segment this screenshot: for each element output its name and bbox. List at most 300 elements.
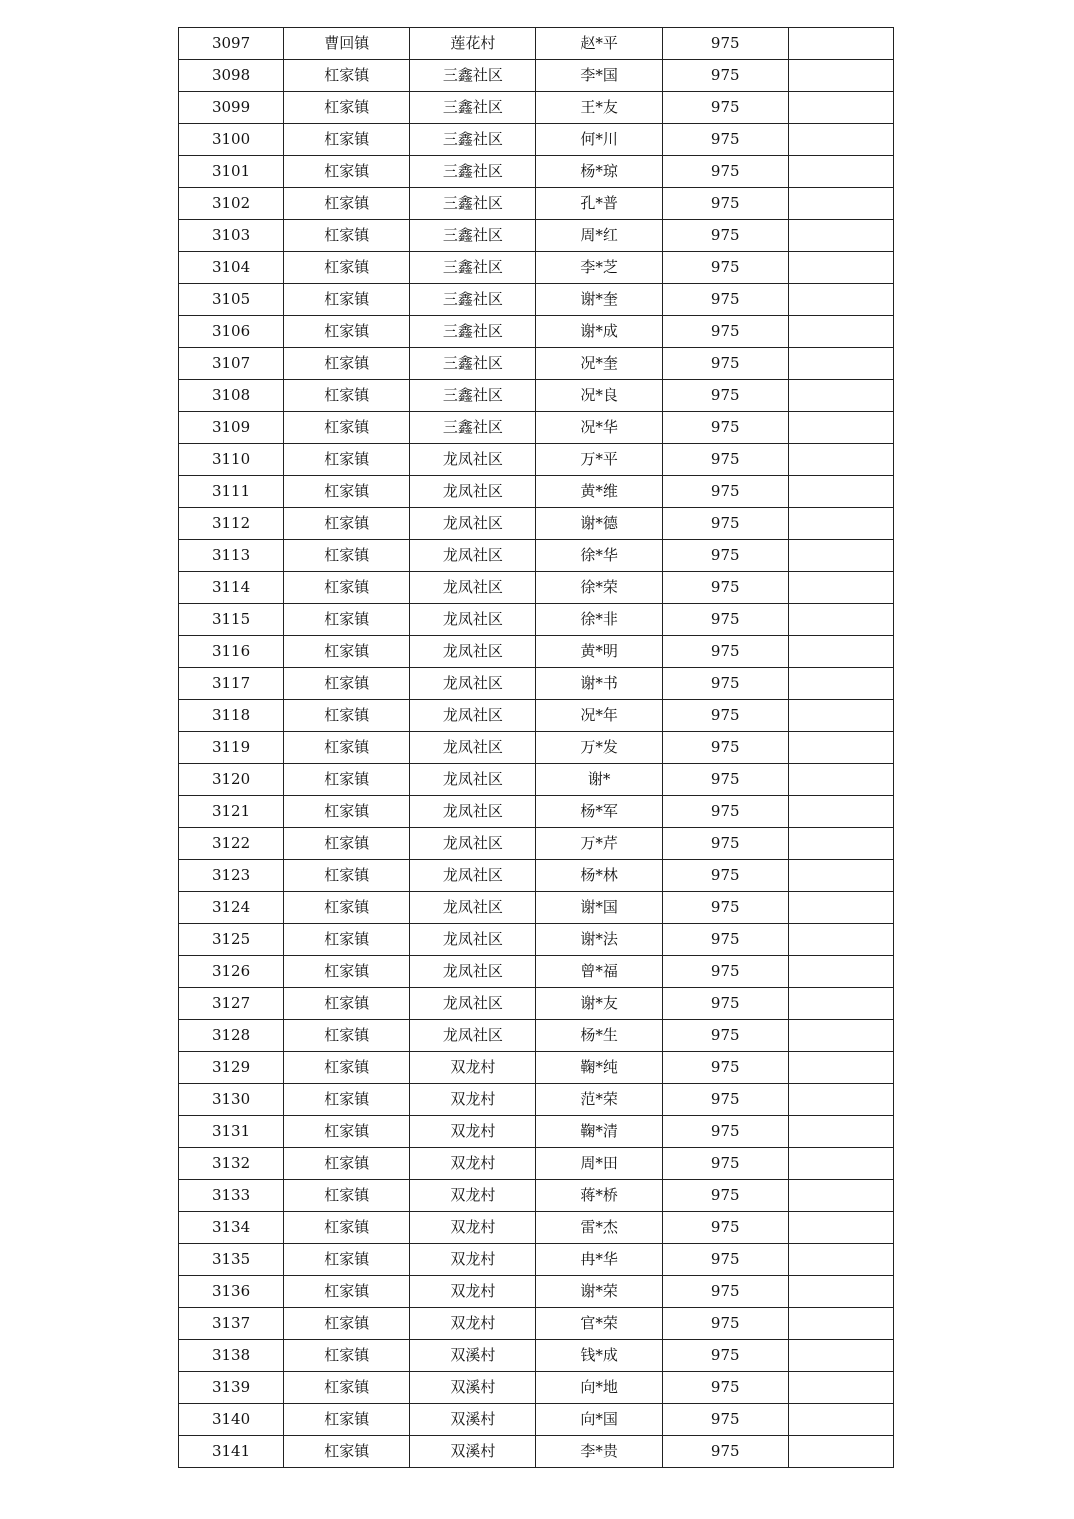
town-cell: 杠家镇 [284, 348, 410, 380]
village-cell: 双溪村 [410, 1404, 536, 1436]
town-cell: 杠家镇 [284, 1148, 410, 1180]
village-cell: 三鑫社区 [410, 284, 536, 316]
amount-cell: 975 [662, 380, 788, 412]
serial-number-cell: 3117 [179, 668, 284, 700]
person-name-cell: 鞠*纯 [536, 1052, 662, 1084]
note-cell [788, 540, 893, 572]
village-cell: 双龙村 [410, 1276, 536, 1308]
amount-cell: 975 [662, 540, 788, 572]
person-name-cell: 谢*书 [536, 668, 662, 700]
table-row [179, 1212, 894, 1244]
note-cell [788, 284, 893, 316]
note-cell [788, 956, 893, 988]
person-name-cell: 谢*荣 [536, 1276, 662, 1308]
town-cell: 杠家镇 [284, 444, 410, 476]
serial-number-cell: 3107 [179, 348, 284, 380]
village-cell: 三鑫社区 [410, 188, 536, 220]
table-row [179, 732, 894, 764]
amount-cell: 975 [662, 1436, 788, 1468]
table-row [179, 828, 894, 860]
note-cell [788, 1020, 893, 1052]
village-cell: 莲花村 [410, 28, 536, 60]
person-name-cell: 向*国 [536, 1404, 662, 1436]
serial-number-cell: 3127 [179, 988, 284, 1020]
serial-number-cell: 3099 [179, 92, 284, 124]
serial-number-cell: 3108 [179, 380, 284, 412]
person-name-cell: 徐*非 [536, 604, 662, 636]
note-cell [788, 92, 893, 124]
table-row [179, 1084, 894, 1116]
person-name-cell: 谢*德 [536, 508, 662, 540]
village-cell: 三鑫社区 [410, 124, 536, 156]
village-cell: 龙凤社区 [410, 892, 536, 924]
table-row [179, 892, 894, 924]
amount-cell: 975 [662, 252, 788, 284]
table-row [179, 348, 894, 380]
table-row [179, 764, 894, 796]
town-cell: 杠家镇 [284, 188, 410, 220]
table-row [179, 316, 894, 348]
person-name-cell: 谢*国 [536, 892, 662, 924]
serial-number-cell: 3098 [179, 60, 284, 92]
person-name-cell: 谢*奎 [536, 284, 662, 316]
note-cell [788, 1148, 893, 1180]
person-name-cell: 周*田 [536, 1148, 662, 1180]
serial-number-cell: 3100 [179, 124, 284, 156]
table-row [179, 188, 894, 220]
serial-number-cell: 3105 [179, 284, 284, 316]
amount-cell: 975 [662, 28, 788, 60]
serial-number-cell: 3111 [179, 476, 284, 508]
person-name-cell: 钱*成 [536, 1340, 662, 1372]
person-name-cell: 杨*林 [536, 860, 662, 892]
note-cell [788, 476, 893, 508]
village-cell: 三鑫社区 [410, 348, 536, 380]
table-row [179, 1020, 894, 1052]
person-name-cell: 孔*普 [536, 188, 662, 220]
serial-number-cell: 3116 [179, 636, 284, 668]
table-row [179, 284, 894, 316]
serial-number-cell: 3112 [179, 508, 284, 540]
serial-number-cell: 3115 [179, 604, 284, 636]
town-cell: 杠家镇 [284, 1084, 410, 1116]
person-name-cell: 冉*华 [536, 1244, 662, 1276]
amount-cell: 975 [662, 1212, 788, 1244]
note-cell [788, 412, 893, 444]
table-row [179, 252, 894, 284]
person-name-cell: 徐*荣 [536, 572, 662, 604]
note-cell [788, 1340, 893, 1372]
town-cell: 杠家镇 [284, 1404, 410, 1436]
serial-number-cell: 3122 [179, 828, 284, 860]
amount-cell: 975 [662, 700, 788, 732]
village-cell: 龙凤社区 [410, 604, 536, 636]
note-cell [788, 668, 893, 700]
amount-cell: 975 [662, 156, 788, 188]
amount-cell: 975 [662, 860, 788, 892]
person-name-cell: 况*良 [536, 380, 662, 412]
village-cell: 龙凤社区 [410, 764, 536, 796]
amount-cell: 975 [662, 1148, 788, 1180]
note-cell [788, 380, 893, 412]
table-row [179, 956, 894, 988]
amount-cell: 975 [662, 668, 788, 700]
amount-cell: 975 [662, 1244, 788, 1276]
amount-cell: 975 [662, 572, 788, 604]
village-cell: 三鑫社区 [410, 60, 536, 92]
serial-number-cell: 3130 [179, 1084, 284, 1116]
beneficiary-table [178, 27, 894, 1468]
town-cell: 杠家镇 [284, 892, 410, 924]
serial-number-cell: 3104 [179, 252, 284, 284]
person-name-cell: 李*芝 [536, 252, 662, 284]
town-cell: 杠家镇 [284, 92, 410, 124]
village-cell: 龙凤社区 [410, 732, 536, 764]
note-cell [788, 1052, 893, 1084]
village-cell: 双龙村 [410, 1084, 536, 1116]
village-cell: 龙凤社区 [410, 796, 536, 828]
table-row [179, 1052, 894, 1084]
table-row [179, 1308, 894, 1340]
serial-number-cell: 3101 [179, 156, 284, 188]
table-row [179, 572, 894, 604]
note-cell [788, 796, 893, 828]
town-cell: 杠家镇 [284, 1180, 410, 1212]
note-cell [788, 60, 893, 92]
person-name-cell: 赵*平 [536, 28, 662, 60]
serial-number-cell: 3110 [179, 444, 284, 476]
table-row [179, 668, 894, 700]
town-cell: 杠家镇 [284, 412, 410, 444]
person-name-cell: 李*国 [536, 60, 662, 92]
note-cell [788, 1404, 893, 1436]
village-cell: 龙凤社区 [410, 924, 536, 956]
town-cell: 杠家镇 [284, 636, 410, 668]
serial-number-cell: 3118 [179, 700, 284, 732]
table-row [179, 988, 894, 1020]
serial-number-cell: 3097 [179, 28, 284, 60]
note-cell [788, 1372, 893, 1404]
amount-cell: 975 [662, 1372, 788, 1404]
table-row [179, 540, 894, 572]
amount-cell: 975 [662, 956, 788, 988]
serial-number-cell: 3128 [179, 1020, 284, 1052]
town-cell: 杠家镇 [284, 668, 410, 700]
person-name-cell: 万*发 [536, 732, 662, 764]
town-cell: 杠家镇 [284, 1020, 410, 1052]
person-name-cell: 鞠*清 [536, 1116, 662, 1148]
town-cell: 杠家镇 [284, 796, 410, 828]
table-row [179, 1244, 894, 1276]
person-name-cell: 雷*杰 [536, 1212, 662, 1244]
amount-cell: 975 [662, 636, 788, 668]
serial-number-cell: 3123 [179, 860, 284, 892]
town-cell: 杠家镇 [284, 1372, 410, 1404]
person-name-cell: 范*荣 [536, 1084, 662, 1116]
amount-cell: 975 [662, 892, 788, 924]
amount-cell: 975 [662, 316, 788, 348]
table-row [179, 1404, 894, 1436]
town-cell: 杠家镇 [284, 540, 410, 572]
table-row [179, 700, 894, 732]
amount-cell: 975 [662, 92, 788, 124]
town-cell: 杠家镇 [284, 508, 410, 540]
village-cell: 三鑫社区 [410, 92, 536, 124]
table-row [179, 156, 894, 188]
amount-cell: 975 [662, 796, 788, 828]
note-cell [788, 348, 893, 380]
note-cell [788, 636, 893, 668]
note-cell [788, 604, 893, 636]
table-row [179, 1180, 894, 1212]
person-name-cell: 官*荣 [536, 1308, 662, 1340]
village-cell: 龙凤社区 [410, 540, 536, 572]
note-cell [788, 28, 893, 60]
serial-number-cell: 3132 [179, 1148, 284, 1180]
village-cell: 龙凤社区 [410, 1020, 536, 1052]
note-cell [788, 220, 893, 252]
amount-cell: 975 [662, 1116, 788, 1148]
amount-cell: 975 [662, 412, 788, 444]
amount-cell: 975 [662, 508, 788, 540]
town-cell: 杠家镇 [284, 988, 410, 1020]
town-cell: 杠家镇 [284, 1436, 410, 1468]
serial-number-cell: 3133 [179, 1180, 284, 1212]
amount-cell: 975 [662, 1180, 788, 1212]
town-cell: 杠家镇 [284, 604, 410, 636]
town-cell: 杠家镇 [284, 1340, 410, 1372]
person-name-cell: 黄*明 [536, 636, 662, 668]
amount-cell: 975 [662, 764, 788, 796]
table-row [179, 508, 894, 540]
village-cell: 龙凤社区 [410, 860, 536, 892]
town-cell: 杠家镇 [284, 284, 410, 316]
serial-number-cell: 3113 [179, 540, 284, 572]
person-name-cell: 杨*军 [536, 796, 662, 828]
village-cell: 双龙村 [410, 1244, 536, 1276]
village-cell: 龙凤社区 [410, 572, 536, 604]
amount-cell: 975 [662, 60, 788, 92]
serial-number-cell: 3136 [179, 1276, 284, 1308]
serial-number-cell: 3135 [179, 1244, 284, 1276]
village-cell: 双溪村 [410, 1372, 536, 1404]
amount-cell: 975 [662, 1276, 788, 1308]
village-cell: 双龙村 [410, 1116, 536, 1148]
village-cell: 三鑫社区 [410, 220, 536, 252]
village-cell: 三鑫社区 [410, 156, 536, 188]
person-name-cell: 谢*成 [536, 316, 662, 348]
person-name-cell: 徐*华 [536, 540, 662, 572]
amount-cell: 975 [662, 732, 788, 764]
amount-cell: 975 [662, 1052, 788, 1084]
person-name-cell: 谢*法 [536, 924, 662, 956]
table-row [179, 636, 894, 668]
table-row [179, 924, 894, 956]
person-name-cell: 周*红 [536, 220, 662, 252]
note-cell [788, 700, 893, 732]
note-cell [788, 508, 893, 540]
town-cell: 杠家镇 [284, 956, 410, 988]
serial-number-cell: 3103 [179, 220, 284, 252]
person-name-cell: 况*年 [536, 700, 662, 732]
table-row [179, 476, 894, 508]
person-name-cell: 况*奎 [536, 348, 662, 380]
town-cell: 杠家镇 [284, 828, 410, 860]
town-cell: 杠家镇 [284, 252, 410, 284]
town-cell: 曹回镇 [284, 28, 410, 60]
note-cell [788, 124, 893, 156]
town-cell: 杠家镇 [284, 1244, 410, 1276]
table-body [179, 28, 894, 1468]
amount-cell: 975 [662, 924, 788, 956]
person-name-cell: 谢*友 [536, 988, 662, 1020]
person-name-cell: 杨*生 [536, 1020, 662, 1052]
amount-cell: 975 [662, 348, 788, 380]
note-cell [788, 572, 893, 604]
amount-cell: 975 [662, 284, 788, 316]
town-cell: 杠家镇 [284, 1116, 410, 1148]
note-cell [788, 316, 893, 348]
amount-cell: 975 [662, 1020, 788, 1052]
amount-cell: 975 [662, 1404, 788, 1436]
table-row [179, 1148, 894, 1180]
amount-cell: 975 [662, 604, 788, 636]
village-cell: 龙凤社区 [410, 636, 536, 668]
town-cell: 杠家镇 [284, 572, 410, 604]
serial-number-cell: 3125 [179, 924, 284, 956]
town-cell: 杠家镇 [284, 764, 410, 796]
note-cell [788, 924, 893, 956]
serial-number-cell: 3131 [179, 1116, 284, 1148]
amount-cell: 975 [662, 476, 788, 508]
person-name-cell: 谢* [536, 764, 662, 796]
note-cell [788, 188, 893, 220]
serial-number-cell: 3121 [179, 796, 284, 828]
town-cell: 杠家镇 [284, 924, 410, 956]
note-cell [788, 1308, 893, 1340]
village-cell: 龙凤社区 [410, 828, 536, 860]
amount-cell: 975 [662, 828, 788, 860]
serial-number-cell: 3124 [179, 892, 284, 924]
table-row [179, 380, 894, 412]
town-cell: 杠家镇 [284, 1276, 410, 1308]
village-cell: 龙凤社区 [410, 956, 536, 988]
person-name-cell: 蒋*桥 [536, 1180, 662, 1212]
person-name-cell: 何*川 [536, 124, 662, 156]
serial-number-cell: 3138 [179, 1340, 284, 1372]
amount-cell: 975 [662, 220, 788, 252]
person-name-cell: 万*平 [536, 444, 662, 476]
serial-number-cell: 3119 [179, 732, 284, 764]
table-row [179, 444, 894, 476]
serial-number-cell: 3137 [179, 1308, 284, 1340]
amount-cell: 975 [662, 1084, 788, 1116]
town-cell: 杠家镇 [284, 380, 410, 412]
note-cell [788, 1212, 893, 1244]
village-cell: 龙凤社区 [410, 668, 536, 700]
table-row [179, 92, 894, 124]
village-cell: 双龙村 [410, 1148, 536, 1180]
village-cell: 龙凤社区 [410, 700, 536, 732]
serial-number-cell: 3114 [179, 572, 284, 604]
village-cell: 三鑫社区 [410, 380, 536, 412]
serial-number-cell: 3134 [179, 1212, 284, 1244]
town-cell: 杠家镇 [284, 700, 410, 732]
town-cell: 杠家镇 [284, 732, 410, 764]
serial-number-cell: 3120 [179, 764, 284, 796]
note-cell [788, 1084, 893, 1116]
town-cell: 杠家镇 [284, 860, 410, 892]
serial-number-cell: 3102 [179, 188, 284, 220]
table-row [179, 1116, 894, 1148]
town-cell: 杠家镇 [284, 156, 410, 188]
person-name-cell: 万*芹 [536, 828, 662, 860]
table-row [179, 1372, 894, 1404]
village-cell: 三鑫社区 [410, 252, 536, 284]
note-cell [788, 1244, 893, 1276]
person-name-cell: 黄*维 [536, 476, 662, 508]
serial-number-cell: 3139 [179, 1372, 284, 1404]
serial-number-cell: 3106 [179, 316, 284, 348]
village-cell: 龙凤社区 [410, 508, 536, 540]
table-row [179, 604, 894, 636]
serial-number-cell: 3109 [179, 412, 284, 444]
town-cell: 杠家镇 [284, 1308, 410, 1340]
village-cell: 双溪村 [410, 1436, 536, 1468]
table-row [179, 1436, 894, 1468]
note-cell [788, 860, 893, 892]
amount-cell: 975 [662, 1340, 788, 1372]
village-cell: 龙凤社区 [410, 988, 536, 1020]
village-cell: 三鑫社区 [410, 316, 536, 348]
village-cell: 龙凤社区 [410, 476, 536, 508]
note-cell [788, 988, 893, 1020]
village-cell: 双龙村 [410, 1052, 536, 1084]
town-cell: 杠家镇 [284, 476, 410, 508]
note-cell [788, 156, 893, 188]
table-row [179, 124, 894, 156]
table-row [179, 60, 894, 92]
person-name-cell: 向*地 [536, 1372, 662, 1404]
table-row [179, 412, 894, 444]
table-row [179, 1340, 894, 1372]
town-cell: 杠家镇 [284, 124, 410, 156]
note-cell [788, 764, 893, 796]
village-cell: 双溪村 [410, 1340, 536, 1372]
town-cell: 杠家镇 [284, 60, 410, 92]
note-cell [788, 892, 893, 924]
table-row [179, 1276, 894, 1308]
town-cell: 杠家镇 [284, 316, 410, 348]
amount-cell: 975 [662, 1308, 788, 1340]
table-row [179, 28, 894, 60]
person-name-cell: 杨*琼 [536, 156, 662, 188]
note-cell [788, 1276, 893, 1308]
village-cell: 双龙村 [410, 1212, 536, 1244]
table-row [179, 220, 894, 252]
note-cell [788, 444, 893, 476]
note-cell [788, 1180, 893, 1212]
person-name-cell: 曾*福 [536, 956, 662, 988]
village-cell: 三鑫社区 [410, 412, 536, 444]
serial-number-cell: 3126 [179, 956, 284, 988]
town-cell: 杠家镇 [284, 1052, 410, 1084]
table-row [179, 796, 894, 828]
serial-number-cell: 3141 [179, 1436, 284, 1468]
serial-number-cell: 3129 [179, 1052, 284, 1084]
note-cell [788, 732, 893, 764]
note-cell [788, 252, 893, 284]
